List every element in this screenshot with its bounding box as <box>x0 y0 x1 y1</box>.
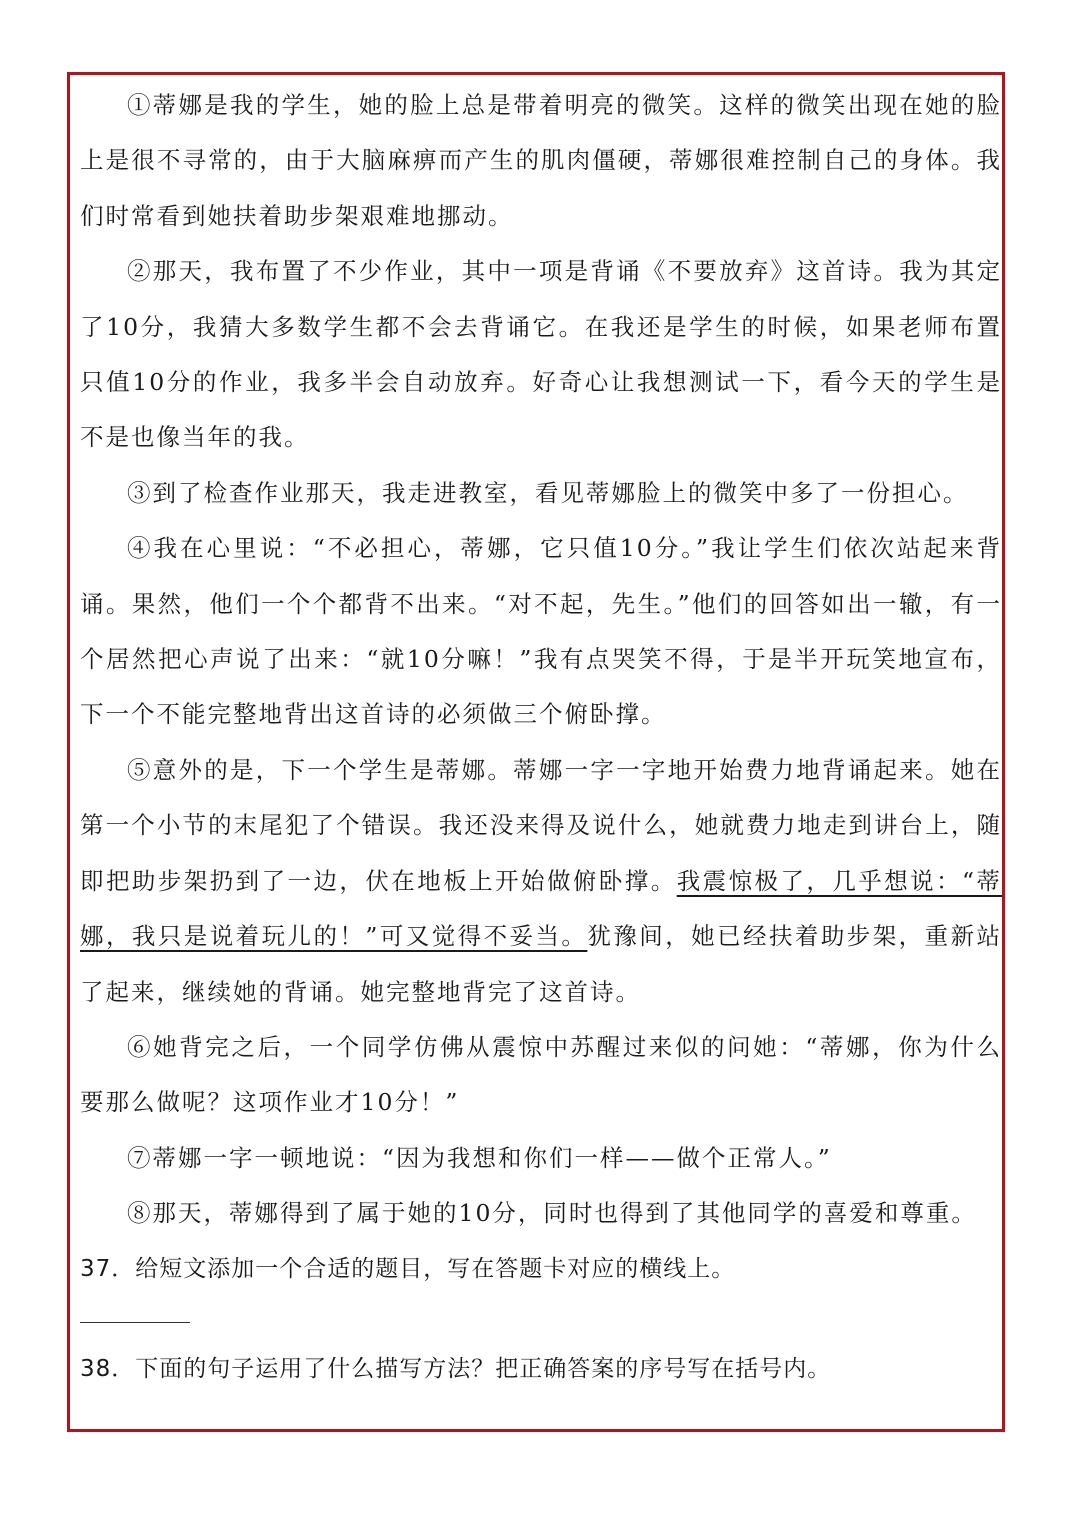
passage-content <box>80 78 1002 1297</box>
paragraph-5-part-a: ⑤意外的是，下一个学生是蒂娜。蒂娜一字一字地开始费力地背诵起来。她在第一个小节的末尾犯了个错误。我还没来得及说什么，她就费力地走到讲台上，随即把助步架扔到了一边，伏在地板上开始做俯卧撑。 <box>80 755 1002 895</box>
paragraph-1: ①蒂娜是我的学生，她的脸上总是带着明亮的微笑。这样的微笑出现在她的脸上是很不寻常的，由于大脑麻痹而产生的肌肉僵硬，蒂娜很难控制自己的身体。我们时常看到她扶着助步架艰难地挪动。 <box>80 91 1002 230</box>
question-38: 38．下面的句子运用了什么描写方法？把正确答案的序号写在括号内。 <box>80 1356 832 1382</box>
paragraph-5-part-b: 犹豫间，她已经扶着助步架，重新站了起来，继续她的背诵。她完整地背完了这首诗。 <box>80 922 1003 1006</box>
question-37: 37．给短文添加一个合适的题目，写在答题卡对应的横线上。 <box>80 1255 736 1282</box>
underlined-sentence: 我震惊极了，几乎想说：“蒂娜，我只是说着玩儿的！”可又觉得不妥当。 <box>80 866 1003 951</box>
paragraph-8: ⑧那天，蒂娜得到了属于她的10分，同时也得到了其他同学的喜爱和尊重。 <box>127 1199 977 1228</box>
answer-blank-line <box>80 1322 190 1323</box>
paragraph-4: ④我在心里说：“不必担心，蒂娜，它只值10分。”我让学生们依次站起来背诵。果然，他们一个个都背不出来。“对不起，先生。”他们的回答如出一辙，有一个居然把心声说了出来：“就10分嘛！”我有点哭笑不得，于是半开玩笑地宣布，下一个不能完整地背出这首诗的必须做三个俯卧撑。 <box>80 534 1002 729</box>
paragraph-6: ⑥她背完之后，一个同学仿佛从震惊中苏醒过来似的问她：“蒂娜，你为什么要那么做呢？这项作业才10分！” <box>80 1032 1002 1117</box>
paragraph-5 <box>80 743 1002 1020</box>
paragraph-2: ②那天，我布置了不少作业，其中一项是背诵《不要放弃》这首诗。我为其定了10分，我猜大多数学生都不会去背诵它。在我还是学生的时候，如果老师布置只值10分的作业，我多半会自动放弃。好奇心让我想测试一下，看今天的学生是不是也像当年的我。 <box>80 257 1002 452</box>
paragraph-3: ③到了检查作业那天，我走进教室，看见蒂娜脸上的微笑中多了一份担心。 <box>127 478 969 507</box>
paragraph-7: ⑦蒂娜一字一顿地说：“因为我想和你们一样——做个正常人。” <box>127 1143 832 1172</box>
